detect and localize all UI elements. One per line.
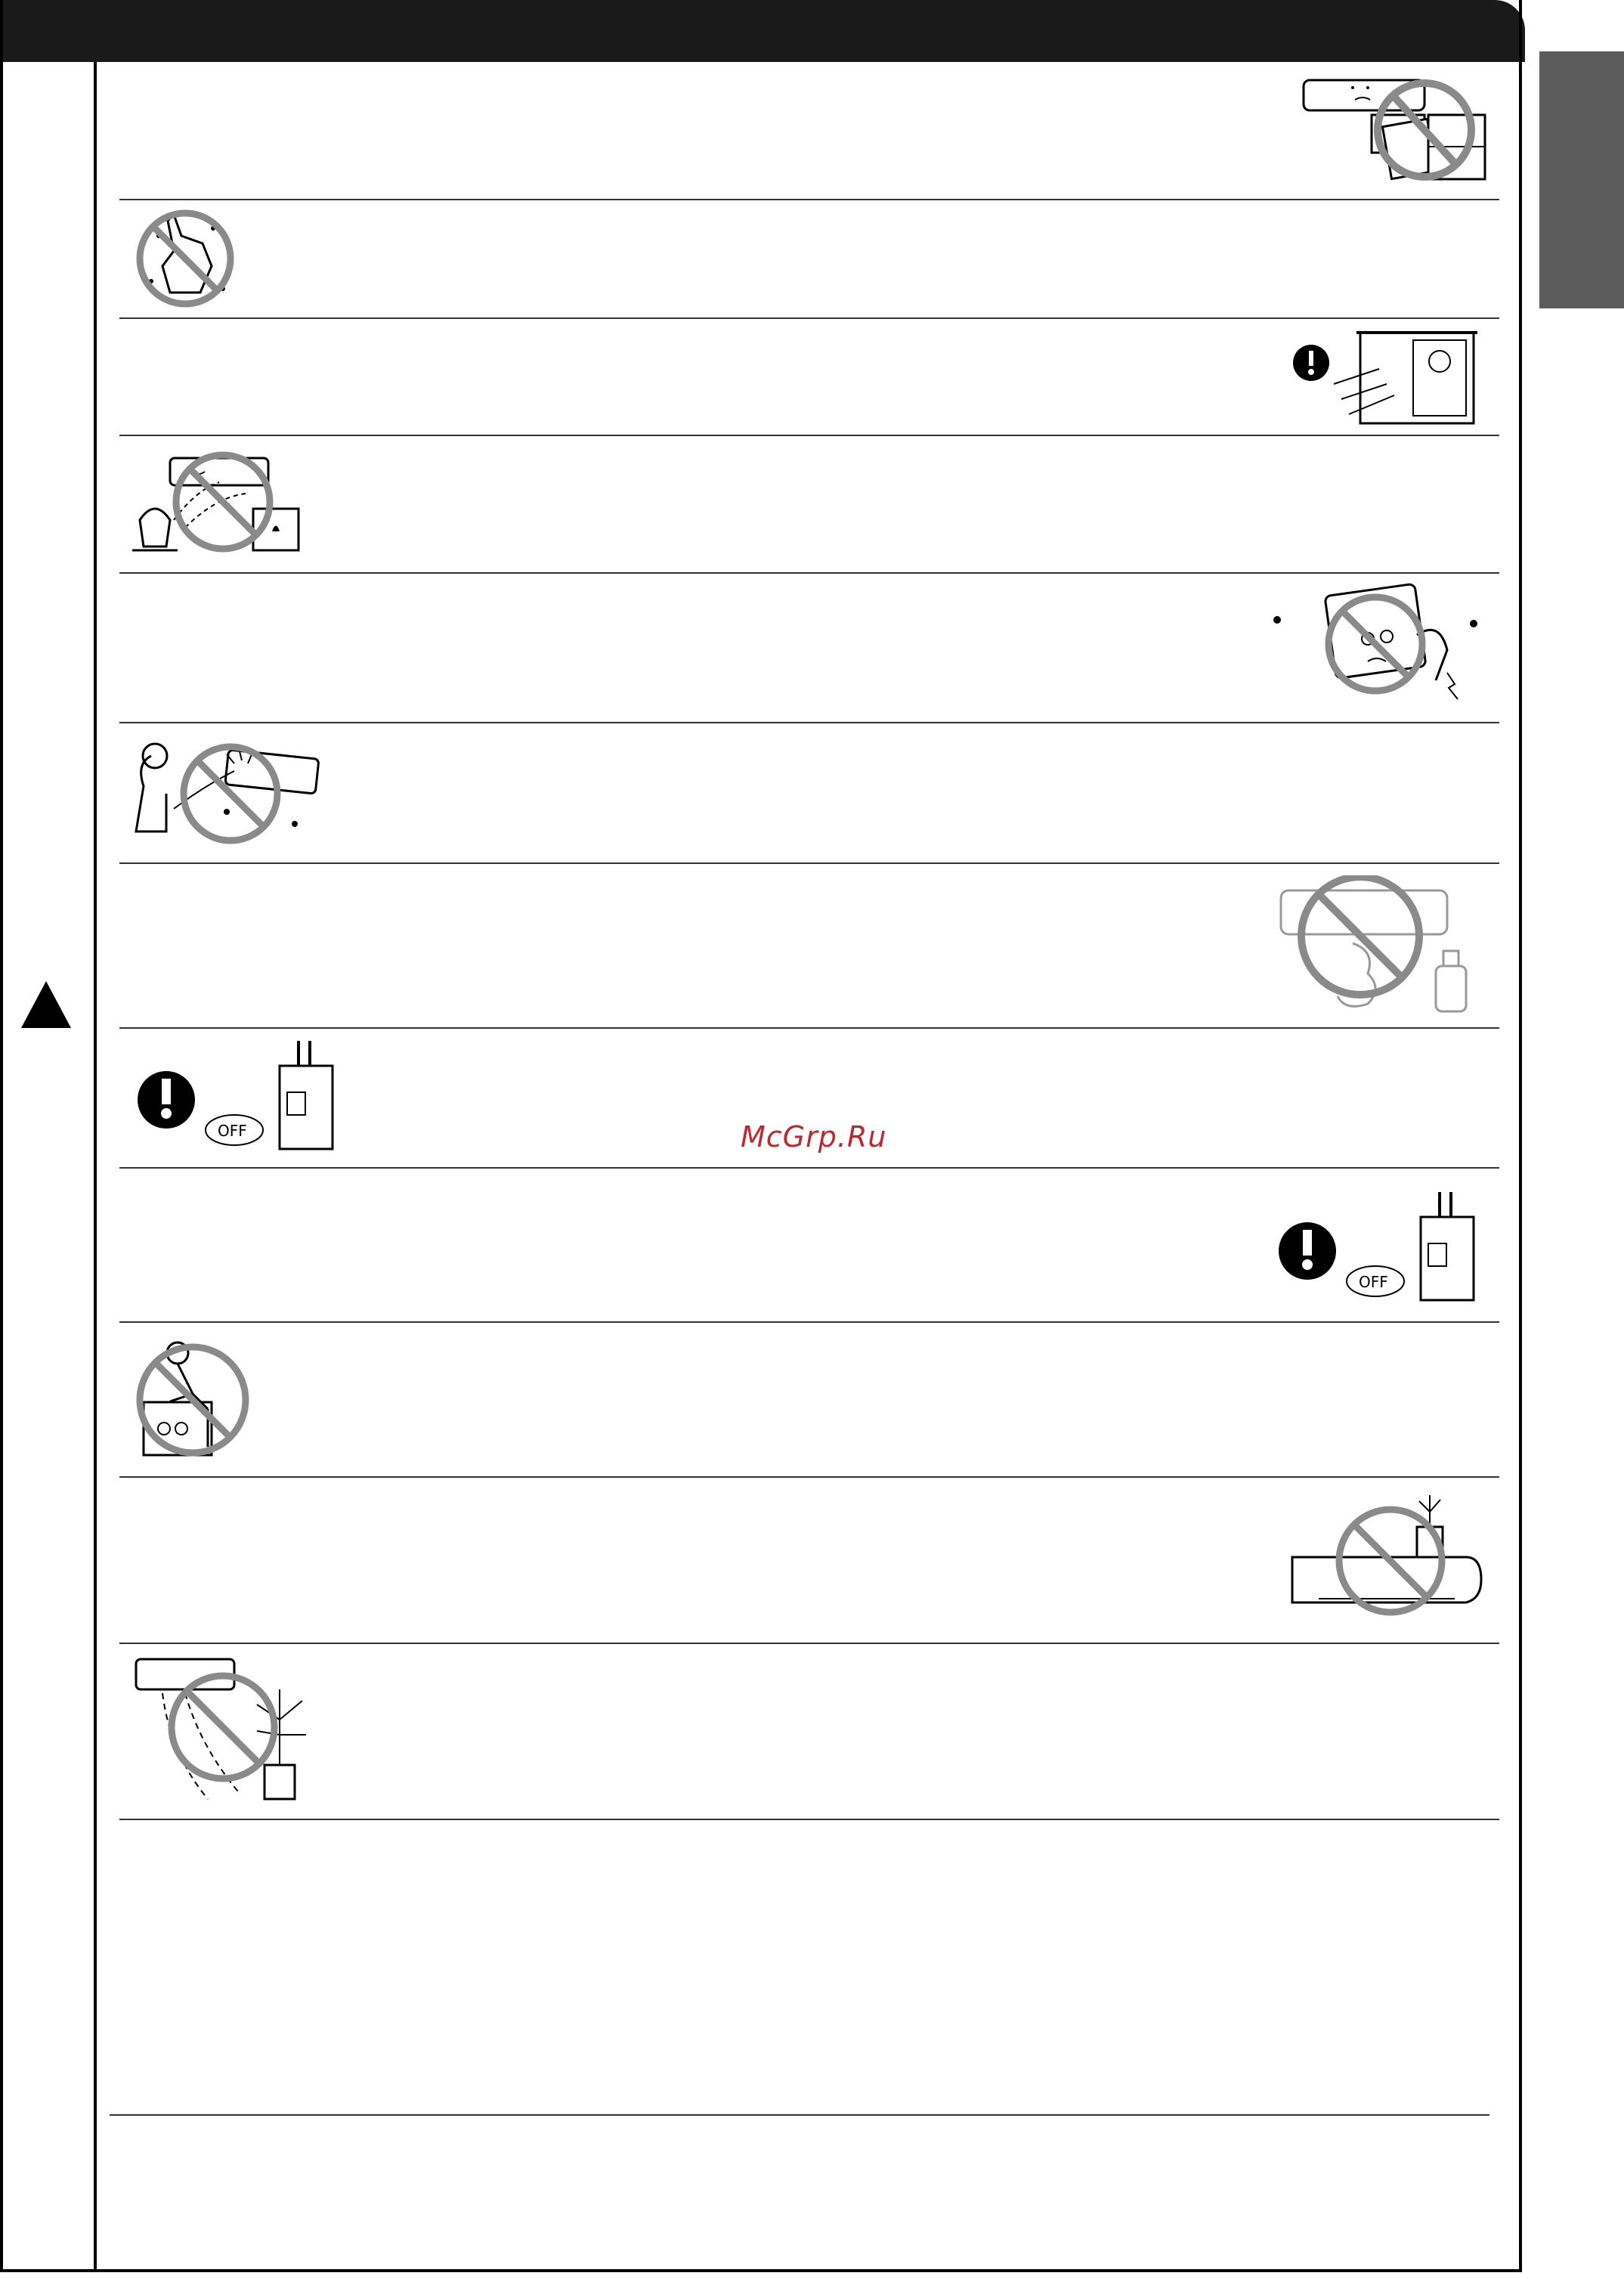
row-divider: [119, 572, 1499, 574]
no-airflow-on-plants-icon: [132, 1652, 351, 1810]
no-spray-chemicals-icon: [1277, 875, 1489, 1019]
row-divider: [119, 1321, 1499, 1323]
no-heat-source-icon: [117, 444, 336, 558]
no-plant-on-unit-icon: [1288, 1485, 1485, 1633]
switch-off-breaker-icon: [1277, 1191, 1481, 1311]
svg-text:OFF: OFF: [1359, 1273, 1388, 1291]
row-divider: [119, 1027, 1499, 1029]
svg-text:OFF: OFF: [218, 1122, 247, 1140]
row-divider: [119, 1476, 1499, 1478]
no-water-spray-icon: [121, 733, 333, 854]
row-divider: [119, 1643, 1499, 1644]
row-divider: [119, 199, 1499, 200]
watermark-text: McGrp.Ru: [741, 1120, 887, 1153]
ventilate-room-icon: [1288, 324, 1485, 429]
footer-rule: [110, 2114, 1489, 2116]
row-divider: [119, 722, 1499, 723]
no-obstruct-unit-icon: [1296, 70, 1493, 190]
no-climb-outdoor-unit-icon: [132, 1330, 261, 1463]
row-divider: [119, 1167, 1499, 1169]
no-shock-icon: [1262, 582, 1489, 711]
no-wet-hands-icon: [128, 206, 242, 311]
row-divider: [119, 435, 1499, 436]
switch-off-breaker-icon: [136, 1039, 340, 1160]
row-divider: [119, 1819, 1499, 1820]
row-divider: [119, 317, 1499, 319]
row-divider: [119, 862, 1499, 864]
warning-triangle-icon: [20, 980, 73, 1030]
section-side-tab: [1539, 51, 1624, 308]
left-column-rule: [94, 62, 97, 2272]
